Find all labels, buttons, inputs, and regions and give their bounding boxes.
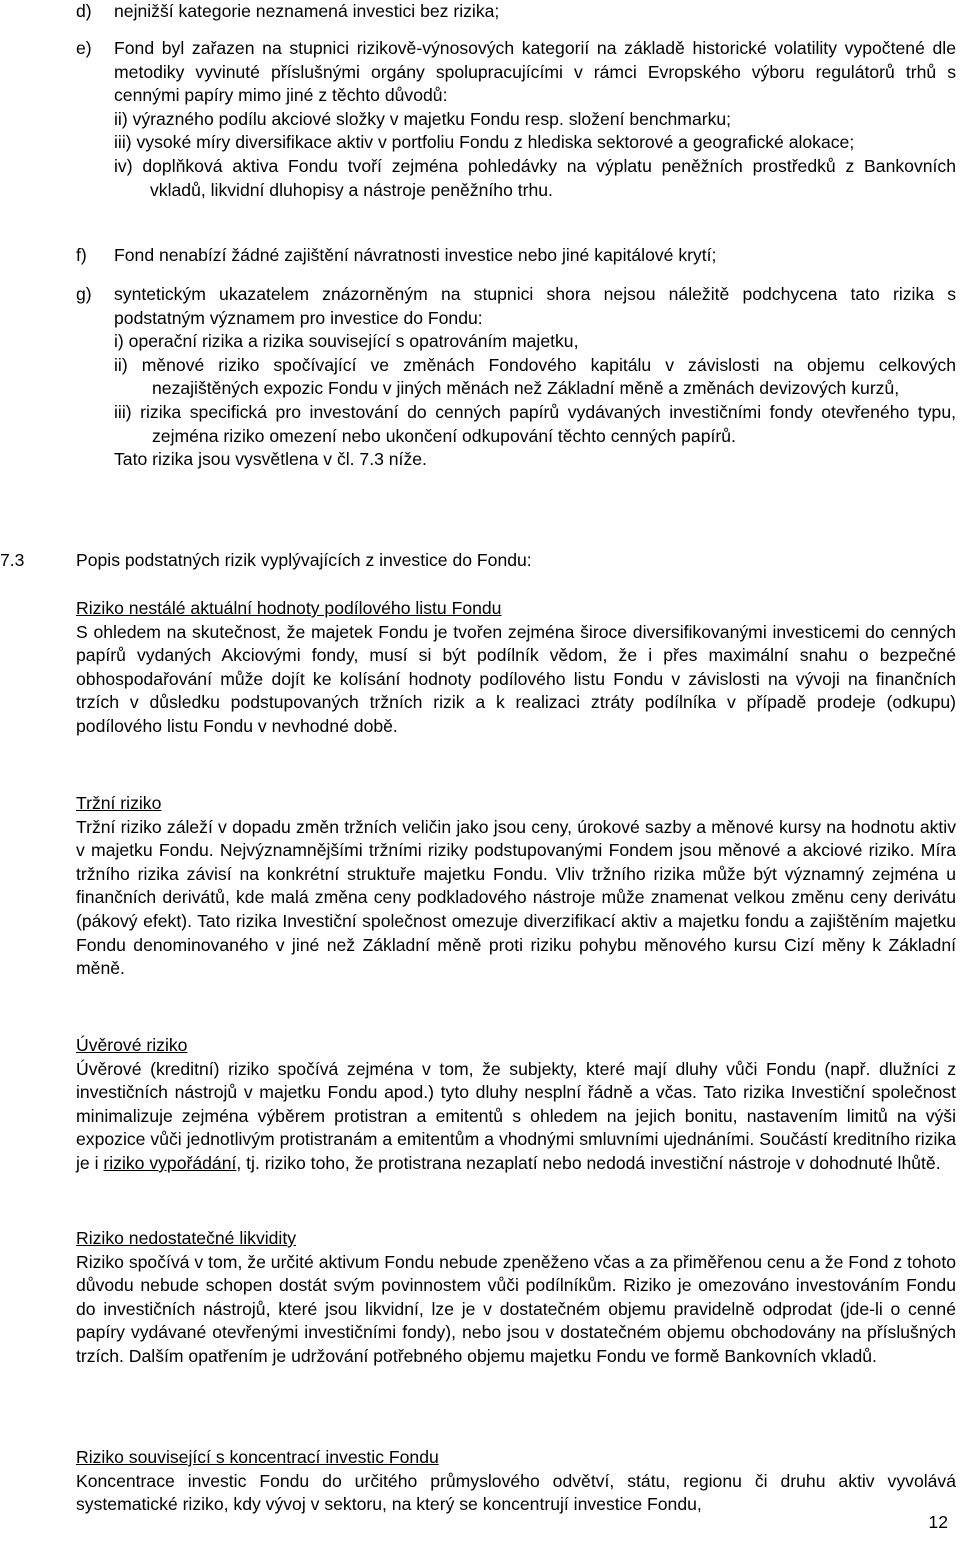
- section-title: Popis podstatných rizik vyplývajících z investice do Fondu:: [76, 550, 532, 570]
- risk-text-1: S ohledem na skutečnost, že majetek Fondu je tvořen zejména široce diversifikovanými investicemi do cenných papírů vydaných Akciovými fondy, musí si být podílník vědom, že i přes maximální snahu o bezpečné obhospodařování může dojít ke kolísání hodnoty podílového listu Fondu v závislosti na vývoji na finančních trzích v důsledku podstupovaných tržních rizik a k realizaci ztráty podílníka v případě prodeje (odkupu) podílového listu Fondu v nevhodné době.: [76, 621, 956, 736]
- item-e-intro: Fond byl zařazen na stupnici rizikově-výnosových kategorií na základě historické volatility vypočtené dle metodiky vyvinuté příslušnými orgány spolupracujícími v rámci Evropského výboru regulátorů trhů s cennými papíry mimo jiné z těchto důvodů:: [114, 38, 956, 106]
- item-label-d: d): [76, 1, 92, 21]
- risk-text-4: Riziko spočívá v tom, že určité aktivum Fondu nebude zpeněženo včas a za přiměřenou cenu a že Fond z tohoto důvodu nebude schopen dostát svým povinnostem vůči podílníkům. Riziko je omezováno investováním Fondu do investičních nástrojů, které jsou likvidní, lze je v dostatečném objemu pravidelně odprodat (jde-li o cenné papíry vydávané otevřenými investičními fondy), nebo jsou v dostatečném objemu obchodovány na příslušných trzích. Dalším opatřením je udržování potřebného objemu majetku Fondu ve formě Bankovních vkladů.: [76, 1251, 956, 1366]
- page-number: 12: [928, 1512, 948, 1532]
- risk-text-3a: Úvěrové (kreditní) riziko spočívá zejména v tom, že subjekty, které mají dluhy vůči Fondu (např. dlužníci z investičních nástrojů v majetku Fondu apod.) tyto dluhy nesplní řádně a včas. Tato rizika Investiční společnost minimalizuje zejména výběrem protistran a emitentů s ohledem na jejich bonitu, nastavením limitů na výši expozice vůči jednotlivým protistranám a emitentům a vhodnými smluvními ujednáními. Součástí kreditního rizika je i: [76, 1058, 956, 1173]
- risk-block-4: [76, 1227, 956, 1369]
- risk-block-3: [76, 1034, 956, 1176]
- risk-block-5: [76, 1446, 956, 1517]
- item-g-outro: Tato rizika jsou vysvětlena v čl. 7.3 níže.: [114, 449, 427, 470]
- risk-block-1: [76, 597, 956, 739]
- item-label-f: f): [76, 245, 87, 265]
- risk-text-3: [76, 1058, 956, 1176]
- item-d-text: nejnižší kategorie neznamená investici bez rizika;: [114, 1, 500, 21]
- item-e-sub-ii: ii) výrazného podílu akciové složky v majetku Fondu resp. složení benchmarku;: [114, 108, 732, 129]
- item-e: [114, 37, 956, 202]
- item-label-g: g): [76, 284, 92, 304]
- item-g-sub-i: i) operační rizika a rizika související s opatrováním majetku,: [114, 331, 579, 352]
- item-label-e: e): [76, 38, 92, 58]
- item-g-sub-iii: iii) rizika specifická pro investování do cenných papírů vydávaných investičními fondy otevřeného typu, zejména riziko omezení nebo ukončení odkupování těchto cenných papírů.: [114, 401, 956, 446]
- risk-heading-4: Riziko nedostatečné likvidity: [76, 1228, 297, 1248]
- risk-heading-1: Riziko nestálé aktuální hodnoty podílového listu Fondu: [76, 598, 502, 618]
- item-f-text: Fond nenabízí žádné zajištění návratnosti investice nebo jiné kapitálové krytí;: [114, 245, 717, 265]
- risk-heading-5: Riziko související s koncentrací investic Fondu: [76, 1447, 439, 1467]
- risk-text-5: Koncentrace investic Fondu do určitého průmyslového odvětví, státu, regionu či druhu aktiv vyvolává systematické riziko, kdy vývoj v sektoru, na který se koncentrují investice Fondu,: [76, 1470, 956, 1515]
- item-e-sub-iv: iv) doplňková aktiva Fondu tvoří zejména pohledávky na výplatu peněžních prostředků z Bankovních vkladů, likvidní dluhopisy a nástroje peněžního trhu.: [114, 155, 956, 200]
- risk-heading-3: Úvěrové riziko: [76, 1035, 188, 1055]
- item-e-sub-iii: iii) vysoké míry diversifikace aktiv v portfoliu Fondu z hlediska sektorové a geografické alokace;: [114, 132, 855, 153]
- section-number: 7.3: [0, 550, 25, 570]
- risk-heading-2: Tržní riziko: [76, 793, 162, 813]
- risk-text-2: Tržní riziko záleží v dopadu změn tržních veličin jako jsou ceny, úrokové sazby a měnové kursy na hodnotu aktiv v majetku Fondu. Nejvýznamnějšími tržními riziky podstupovanými Fondem jsou měnové a akciové riziko. Míra tržního rizika závisí na konkrétní struktuře majetku Fondu. Vliv tržního rizika může být významný zejména u finančních derivátů, kde malá změna ceny podkladového nástroje může znamenat velkou změnu ceny derivátu (pákový efekt). Tato rizika Investiční společnost omezuje diverzifikací aktiv a majetku fondu a zajištěním majetku Fondu denominovaného v jiné než Základní měně proti riziku pohybu měnového kursu Cizí měny k Základní měně.: [76, 816, 956, 979]
- risk-block-2: [76, 792, 956, 981]
- item-g: [114, 283, 956, 472]
- risk-text-3b: , tj. riziko toho, že protistrana nezaplatí nebo nedodá investiční nástroje v dohodnuté lhůtě.: [236, 1152, 941, 1173]
- settlement-risk-term: riziko vypořádání: [103, 1152, 237, 1173]
- item-g-sub-ii: ii) měnové riziko spočívající ve změnách Fondového kapitálu v závislosti na objemu celkových nezajištěných expozic Fondu v jiných měnách než Základní měně a změnách devizových kurzů,: [114, 354, 956, 399]
- item-g-intro: syntetickým ukazatelem znázorněným na stupnici shora nejsou náležitě podchycena tato rizika s podstatným významem pro investice do Fondu:: [114, 284, 956, 328]
